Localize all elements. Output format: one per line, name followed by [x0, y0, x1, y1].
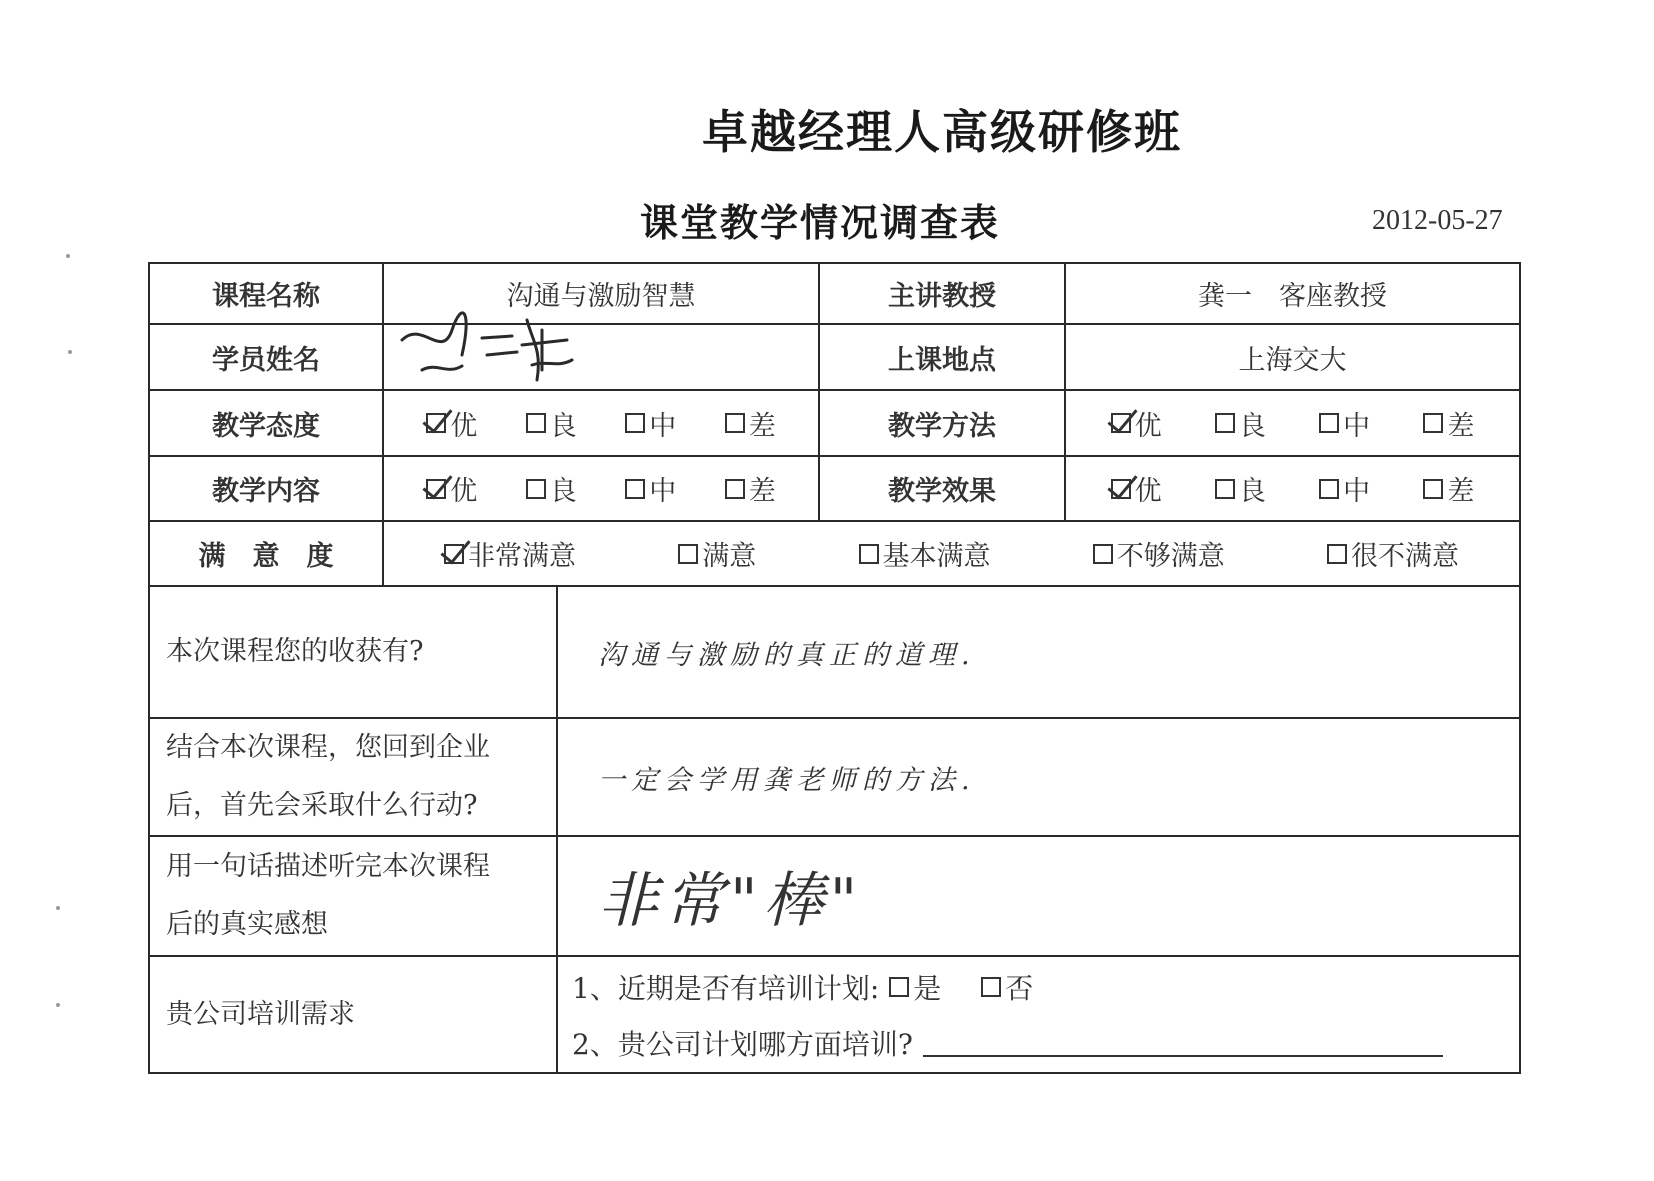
action-question-line-2: 后，首先会采取什么行动?: [166, 790, 478, 821]
checkbox-checked-icon[interactable]: [444, 544, 464, 564]
lecturer-value: 龚一 客座教授: [1065, 263, 1520, 324]
checkbox-icon[interactable]: [678, 544, 698, 564]
satisfaction-option-basic[interactable]: 基本满意: [859, 534, 991, 573]
feeling-question: [149, 836, 557, 956]
form-date: 2012-05-27: [1372, 205, 1503, 236]
action-question-line-1: 结合本次课程，您回到企业: [166, 732, 490, 763]
student-label: 学员姓名: [149, 324, 383, 390]
gain-answer[interactable]: 沟通与激励的真正的道理.: [557, 586, 1520, 718]
effect-label: 教学效果: [819, 456, 1065, 521]
effect-options: [1065, 456, 1520, 521]
content-option-excellent[interactable]: 优: [426, 469, 477, 508]
content-row: [149, 456, 1520, 521]
content-option-average[interactable]: 中: [625, 469, 676, 508]
training-plan-no[interactable]: 否: [981, 967, 1033, 1007]
form-subtitle: 课堂教学情况调查表: [640, 201, 1001, 245]
action-row: [149, 718, 1520, 836]
course-value: 沟通与激励智慧: [383, 263, 819, 324]
checkbox-icon[interactable]: [526, 413, 546, 433]
attitude-label: 教学态度: [149, 390, 383, 456]
training-row: [149, 956, 1520, 1073]
location-value: 上海交大: [1065, 324, 1520, 390]
training-plan-question: 1、近期是否有培训计划:: [572, 971, 880, 1005]
training-plan-line: [558, 959, 1519, 1015]
satisfaction-option-not-enough[interactable]: 不够满意: [1093, 534, 1225, 573]
effect-option-excellent[interactable]: 优: [1111, 469, 1162, 508]
satisfaction-option-very-satisfied[interactable]: 非常满意: [444, 534, 576, 573]
content-options: [383, 456, 819, 521]
checkbox-checked-icon[interactable]: [1111, 479, 1131, 499]
lecturer-label: 主讲教授: [819, 263, 1065, 324]
effect-option-poor[interactable]: 差: [1423, 469, 1474, 508]
scan-speck: [68, 350, 72, 354]
scan-speck: [56, 906, 60, 910]
effect-option-average[interactable]: 中: [1319, 469, 1370, 508]
action-answer[interactable]: 一定会学用龚老师的方法.: [557, 718, 1520, 836]
attitude-option-good[interactable]: 良: [526, 404, 577, 443]
attitude-option-poor[interactable]: 差: [725, 404, 776, 443]
course-label: 课程名称: [149, 263, 383, 324]
training-area-question: 2、贵公司计划哪方面培训?: [572, 1027, 913, 1061]
checkbox-icon[interactable]: [625, 479, 645, 499]
checkbox-icon[interactable]: [859, 544, 879, 564]
gain-row: [149, 586, 1520, 718]
training-label: 贵公司培训需求: [149, 956, 557, 1073]
training-questions: [557, 956, 1520, 1073]
method-option-good[interactable]: 良: [1215, 404, 1266, 443]
checkbox-checked-icon[interactable]: [426, 413, 446, 433]
method-option-average[interactable]: 中: [1319, 404, 1370, 443]
attitude-option-average[interactable]: 中: [625, 404, 676, 443]
effect-option-good[interactable]: 良: [1215, 469, 1266, 508]
feeling-question-line-2: 后的真实感想: [166, 909, 328, 940]
checkbox-icon[interactable]: [1423, 479, 1443, 499]
attitude-row: [149, 390, 1520, 456]
checkbox-icon[interactable]: [1215, 479, 1235, 499]
form-title: 卓越经理人高级研修班: [702, 105, 1182, 159]
satisfaction-options: [383, 521, 1520, 586]
checkbox-icon[interactable]: [889, 977, 909, 997]
content-option-good[interactable]: 良: [526, 469, 577, 508]
signature-scribble: [392, 300, 582, 390]
checkbox-icon[interactable]: [625, 413, 645, 433]
checkbox-icon[interactable]: [1319, 479, 1339, 499]
training-area-line: [558, 1015, 1519, 1071]
checkbox-icon[interactable]: [981, 977, 1001, 997]
attitude-options: [383, 390, 819, 456]
checkbox-icon[interactable]: [1423, 413, 1443, 433]
student-row: [149, 324, 1520, 390]
satisfaction-option-satisfied[interactable]: 满意: [678, 534, 756, 573]
attitude-option-excellent[interactable]: 优: [426, 404, 477, 443]
satisfaction-option-very-unsatisfied[interactable]: 很不满意: [1327, 534, 1459, 573]
satisfaction-label: 满 意 度: [149, 521, 383, 586]
scan-speck: [66, 254, 70, 258]
checkbox-icon[interactable]: [526, 479, 546, 499]
feeling-answer[interactable]: 非常"棒": [557, 836, 1520, 956]
training-plan-yes[interactable]: 是: [889, 967, 941, 1007]
checkbox-checked-icon[interactable]: [426, 479, 446, 499]
checkbox-checked-icon[interactable]: [1111, 413, 1131, 433]
satisfaction-row: [149, 521, 1520, 586]
checkbox-icon[interactable]: [725, 413, 745, 433]
survey-table: [148, 262, 1521, 1074]
checkbox-icon[interactable]: [1327, 544, 1347, 564]
action-question: [149, 718, 557, 836]
checkbox-icon[interactable]: [725, 479, 745, 499]
location-label: 上课地点: [819, 324, 1065, 390]
feeling-question-line-1: 用一句话描述听完本次课程: [166, 851, 490, 882]
method-label: 教学方法: [819, 390, 1065, 456]
checkbox-icon[interactable]: [1093, 544, 1113, 564]
course-row: [149, 263, 1520, 324]
method-option-poor[interactable]: 差: [1423, 404, 1474, 443]
content-label: 教学内容: [149, 456, 383, 521]
content-option-poor[interactable]: 差: [725, 469, 776, 508]
checkbox-icon[interactable]: [1319, 413, 1339, 433]
feeling-row: [149, 836, 1520, 956]
method-options: [1065, 390, 1520, 456]
scan-speck: [56, 1003, 60, 1007]
training-area-blank[interactable]: [923, 1029, 1443, 1057]
checkbox-icon[interactable]: [1215, 413, 1235, 433]
method-option-excellent[interactable]: 优: [1111, 404, 1162, 443]
gain-question: 本次课程您的收获有?: [149, 586, 557, 718]
